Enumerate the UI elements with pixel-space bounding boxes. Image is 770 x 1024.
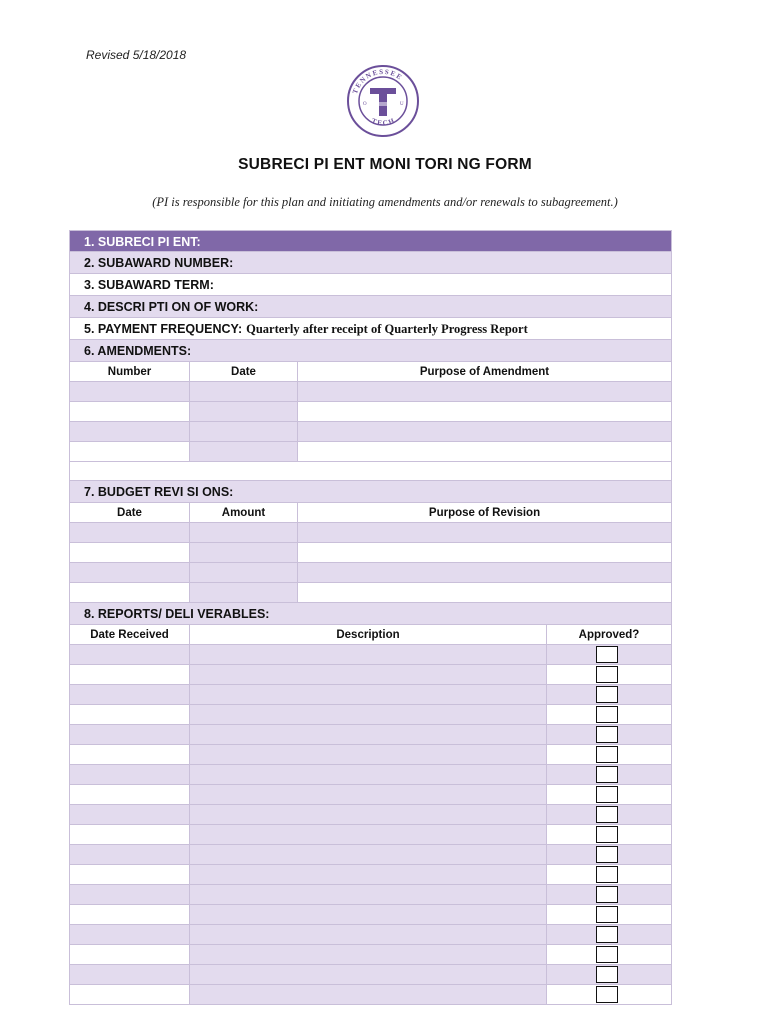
report-row[interactable] bbox=[69, 965, 672, 985]
report-row[interactable] bbox=[69, 985, 672, 1005]
report-row[interactable] bbox=[69, 905, 672, 925]
section-label: 8. REPORTS/ DELI VERABLES: bbox=[84, 607, 270, 621]
report-row[interactable] bbox=[69, 665, 672, 685]
column-header: Number bbox=[70, 362, 190, 381]
amendment-row[interactable] bbox=[69, 442, 672, 462]
report-row[interactable] bbox=[69, 805, 672, 825]
reports-table-body bbox=[69, 645, 672, 1005]
report-row[interactable] bbox=[69, 925, 672, 945]
report-row[interactable] bbox=[69, 645, 672, 665]
section-label: 1. SUBRECI PI ENT: bbox=[84, 235, 201, 249]
approved-checkbox[interactable] bbox=[596, 806, 618, 823]
approved-checkbox[interactable] bbox=[596, 686, 618, 703]
section-reports-deliverables bbox=[69, 603, 672, 625]
payment-frequency-value: Quarterly after receipt of Quarterly Progress Report bbox=[246, 322, 528, 336]
section-subrecipient[interactable] bbox=[69, 230, 672, 252]
form-title: SUBRECI PI ENT MONI TORI NG FORM bbox=[238, 156, 532, 173]
reports-header bbox=[69, 625, 672, 645]
spacer bbox=[69, 462, 672, 481]
column-header: Description bbox=[190, 625, 547, 644]
approved-checkbox[interactable] bbox=[596, 966, 618, 983]
budget-row[interactable] bbox=[69, 523, 672, 543]
section-subaward-number[interactable] bbox=[69, 252, 672, 274]
approved-checkbox[interactable] bbox=[596, 986, 618, 1003]
approved-checkbox[interactable] bbox=[596, 746, 618, 763]
approved-checkbox[interactable] bbox=[596, 726, 618, 743]
section-label: 6. AMENDMENTS: bbox=[84, 344, 192, 358]
approved-checkbox[interactable] bbox=[596, 826, 618, 843]
form-subtitle: (PI is responsible for this plan and initiating amendments and/or renewals to subagreement.) bbox=[152, 195, 618, 209]
amendment-row[interactable] bbox=[69, 402, 672, 422]
report-row[interactable] bbox=[69, 745, 672, 765]
section-payment-frequency[interactable] bbox=[69, 318, 672, 340]
amendment-row[interactable] bbox=[69, 382, 672, 402]
report-row[interactable] bbox=[69, 685, 672, 705]
approved-checkbox[interactable] bbox=[596, 766, 618, 783]
approved-checkbox[interactable] bbox=[596, 706, 618, 723]
column-header: Approved? bbox=[547, 625, 671, 644]
section-label: 4. DESCRI PTI ON OF WORK: bbox=[84, 300, 259, 314]
approved-checkbox[interactable] bbox=[596, 786, 618, 803]
section-budget-revisions bbox=[69, 481, 672, 503]
section-amendments bbox=[69, 340, 672, 362]
section-label: 7. BUDGET REVI SI ONS: bbox=[84, 485, 234, 499]
section-subaward-term[interactable] bbox=[69, 274, 672, 296]
report-row[interactable] bbox=[69, 845, 672, 865]
approved-checkbox[interactable] bbox=[596, 926, 618, 943]
column-header: Amount bbox=[190, 503, 298, 522]
column-header: Date bbox=[70, 503, 190, 522]
budget-row[interactable] bbox=[69, 583, 672, 603]
university-seal bbox=[346, 64, 420, 138]
section-label: 5. PAYMENT FREQUENCY: bbox=[84, 322, 243, 336]
report-row[interactable] bbox=[69, 945, 672, 965]
revised-date: Revised 5/18/2018 bbox=[86, 48, 187, 62]
svg-text:U: U bbox=[400, 102, 404, 107]
section-description-of-work[interactable] bbox=[69, 296, 672, 318]
report-row[interactable] bbox=[69, 865, 672, 885]
column-header: Date Received bbox=[70, 625, 190, 644]
report-row[interactable] bbox=[69, 785, 672, 805]
budget-row[interactable] bbox=[69, 563, 672, 583]
column-header: Date bbox=[190, 362, 298, 381]
column-header: Purpose of Revision bbox=[298, 503, 671, 522]
budget-row[interactable] bbox=[69, 543, 672, 563]
approved-checkbox[interactable] bbox=[596, 946, 618, 963]
approved-checkbox[interactable] bbox=[596, 646, 618, 663]
amendments-header bbox=[69, 362, 672, 382]
approved-checkbox[interactable] bbox=[596, 906, 618, 923]
approved-checkbox[interactable] bbox=[596, 846, 618, 863]
report-row[interactable] bbox=[69, 705, 672, 725]
budget-header bbox=[69, 503, 672, 523]
report-row[interactable] bbox=[69, 725, 672, 745]
section-label: 2. SUBAWARD NUMBER: bbox=[84, 256, 234, 270]
report-row[interactable] bbox=[69, 825, 672, 845]
report-row[interactable] bbox=[69, 765, 672, 785]
report-row[interactable] bbox=[69, 885, 672, 905]
column-header: Purpose of Amendment bbox=[298, 362, 671, 381]
amendment-row[interactable] bbox=[69, 422, 672, 442]
svg-text:O: O bbox=[363, 102, 367, 107]
approved-checkbox[interactable] bbox=[596, 866, 618, 883]
approved-checkbox[interactable] bbox=[596, 886, 618, 903]
svg-text:TECH: TECH bbox=[370, 116, 397, 128]
section-label: 3. SUBAWARD TERM: bbox=[84, 278, 214, 292]
approved-checkbox[interactable] bbox=[596, 666, 618, 683]
monitoring-form bbox=[69, 230, 672, 1005]
svg-text:TENNESSEE: TENNESSEE bbox=[351, 67, 405, 95]
